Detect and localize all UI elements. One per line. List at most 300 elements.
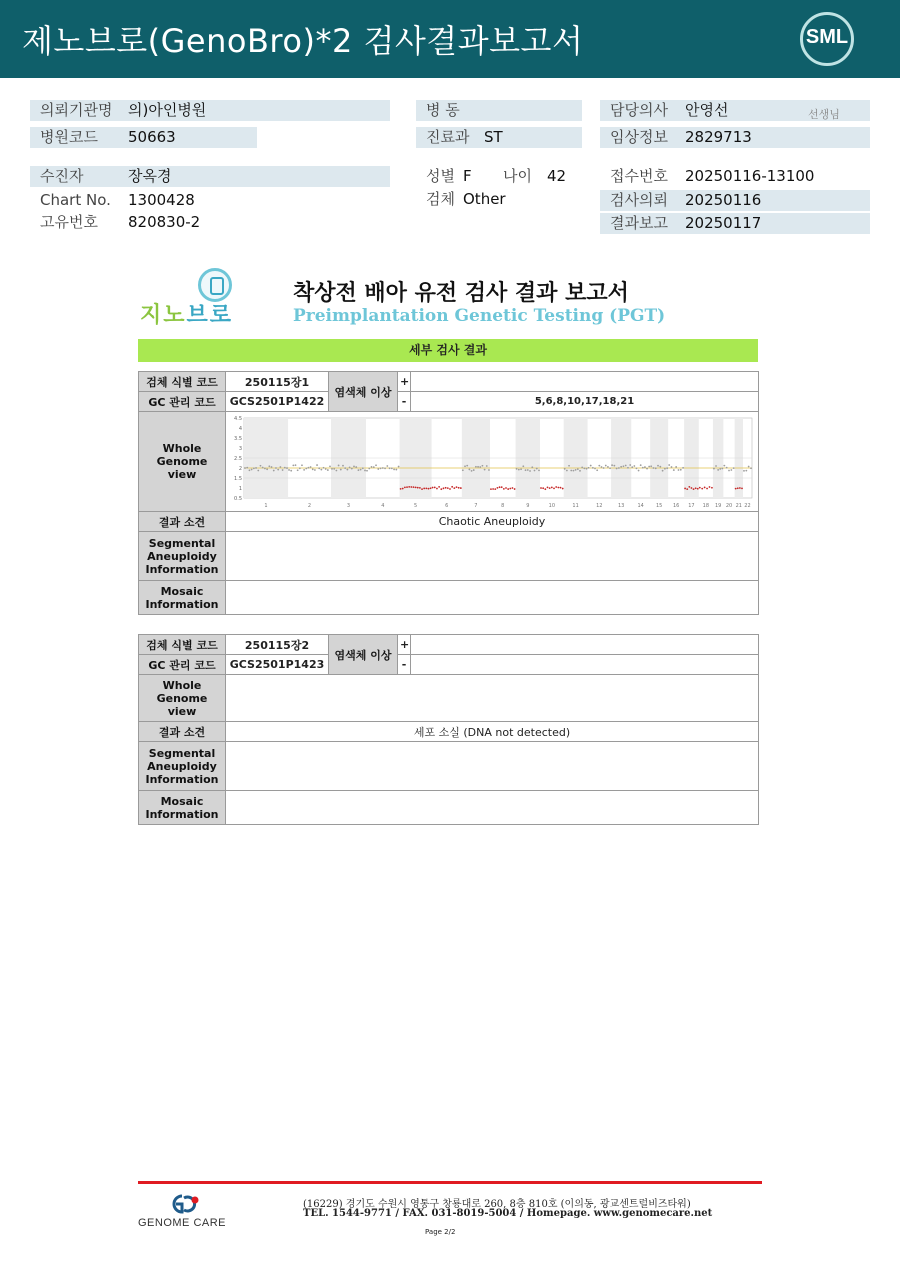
table-row	[139, 655, 759, 675]
page-number: Page 2/2	[425, 1228, 456, 1236]
department-value: ST	[484, 128, 503, 146]
doctor-suffix: 선생님	[808, 108, 840, 121]
finding-value: 세포 소실 (DNA not detected)	[226, 722, 759, 742]
segmental-label: Segmental Aneuploidy Information	[139, 742, 226, 791]
data-point	[484, 469, 486, 471]
x-tick-label: 18	[702, 503, 710, 509]
segmental-value	[226, 742, 759, 791]
data-point	[633, 465, 635, 467]
x-tick-label: 9	[526, 503, 530, 509]
data-point	[462, 469, 464, 471]
request-value: 20250116	[685, 191, 762, 209]
data-point	[494, 488, 496, 490]
data-point	[290, 470, 292, 472]
data-point	[588, 467, 590, 469]
data-point	[410, 486, 412, 488]
data-point	[277, 469, 279, 471]
x-tick-label: 4	[381, 503, 385, 509]
data-point	[625, 465, 627, 467]
data-point	[257, 470, 259, 472]
data-point	[360, 469, 362, 471]
mosaic-value	[226, 791, 759, 825]
data-point	[662, 470, 664, 472]
data-point	[560, 487, 562, 489]
data-point	[253, 467, 255, 469]
data-point	[733, 467, 735, 469]
sample-id-value: 250115장2	[226, 635, 329, 655]
mosaic-label: Mosaic Information	[139, 581, 226, 615]
data-point	[366, 470, 368, 472]
whole-genome-label: Whole Genome view	[139, 675, 226, 722]
chart-no-label: Chart No.	[40, 191, 111, 209]
header-bar	[0, 0, 900, 78]
data-point	[536, 468, 538, 470]
data-point	[573, 470, 575, 472]
age-value: 42	[547, 167, 567, 185]
specimen-value: Other	[463, 190, 506, 208]
data-point	[748, 466, 750, 468]
x-tick-label: 2	[307, 503, 312, 509]
data-point	[413, 486, 415, 488]
data-point	[564, 468, 566, 470]
institution-field	[30, 100, 390, 121]
chart-no-field	[30, 190, 390, 211]
data-point	[355, 466, 357, 468]
report-date-value: 20250117	[685, 214, 762, 232]
data-point	[386, 465, 388, 467]
ward-field	[416, 100, 582, 121]
data-point	[423, 488, 425, 490]
minus-sign: -	[398, 655, 411, 675]
data-point	[527, 469, 529, 471]
data-point	[404, 486, 406, 488]
data-point	[566, 470, 568, 472]
data-point	[509, 488, 511, 490]
data-point	[310, 466, 312, 468]
data-point	[668, 464, 670, 466]
data-point	[456, 486, 458, 488]
clinical-value: 2829713	[685, 128, 752, 146]
result-table-2	[138, 634, 759, 825]
data-point	[579, 470, 581, 472]
data-point	[551, 487, 553, 489]
department-label: 진료과	[426, 128, 470, 146]
data-point	[691, 487, 693, 489]
data-point	[586, 468, 588, 470]
data-point	[288, 469, 290, 471]
data-point	[312, 468, 314, 470]
data-point	[329, 465, 331, 467]
specimen-field	[416, 189, 586, 210]
data-point	[538, 469, 540, 471]
data-point	[522, 465, 524, 467]
plus-sign: +	[398, 635, 411, 655]
data-point	[479, 466, 481, 468]
data-point	[516, 468, 518, 470]
table-row	[139, 512, 759, 532]
data-point	[271, 466, 273, 468]
data-point	[594, 468, 596, 470]
data-point	[575, 469, 577, 471]
data-point	[609, 467, 611, 469]
finding-value: Chaotic Aneuploidy	[226, 512, 759, 532]
data-point	[583, 467, 585, 469]
data-point	[468, 469, 470, 471]
table-row	[139, 372, 759, 392]
data-point	[737, 487, 739, 489]
receipt-label: 접수번호	[610, 167, 668, 185]
data-point	[659, 466, 661, 468]
data-point	[314, 469, 316, 471]
data-point	[570, 470, 572, 472]
data-point	[402, 488, 404, 490]
x-tick-label: 6	[445, 503, 449, 509]
hospital-code-value: 50663	[128, 128, 176, 146]
data-point	[648, 466, 650, 468]
data-point	[719, 468, 721, 470]
data-point	[447, 487, 449, 489]
chrom-abn-label: 염색체 이상	[329, 372, 398, 412]
genobro-logo	[140, 268, 255, 328]
age-label: 나이	[503, 167, 532, 185]
data-point	[525, 469, 527, 471]
data-point	[723, 465, 725, 467]
data-point	[380, 467, 382, 469]
data-point	[492, 488, 494, 490]
y-tick-label: 3	[238, 446, 242, 452]
logo-text-part1: 지노	[140, 303, 187, 328]
request-field	[600, 190, 870, 211]
x-tick-label: 11	[572, 503, 579, 509]
result-table-1	[138, 371, 759, 615]
mosaic-value	[226, 581, 759, 615]
data-point	[264, 468, 266, 470]
data-point	[421, 488, 423, 490]
x-tick-label: 7	[474, 503, 478, 509]
unique-id-field	[30, 212, 390, 233]
data-point	[562, 488, 564, 490]
clinical-label: 임상정보	[610, 128, 668, 146]
whole-genome-empty	[226, 675, 759, 722]
data-point	[375, 464, 377, 466]
logo-text-part2: 브로	[186, 303, 234, 328]
data-point	[704, 487, 706, 489]
cnv-chart	[226, 412, 758, 511]
data-point	[275, 467, 277, 469]
data-point	[497, 487, 499, 489]
data-point	[518, 469, 520, 471]
data-point	[680, 469, 682, 471]
data-point	[268, 465, 270, 467]
data-point	[581, 466, 583, 468]
data-point	[246, 467, 248, 469]
data-point	[477, 466, 479, 468]
y-tick-label: 0.5	[234, 496, 242, 502]
unique-id-label: 고유번호	[40, 213, 98, 231]
gc-code-value: GCS2501P1422	[226, 392, 329, 412]
data-point	[540, 487, 542, 489]
data-point	[436, 488, 438, 490]
gc-code-label: GC 관리 코드	[139, 655, 226, 675]
data-point	[449, 488, 451, 490]
data-point	[323, 467, 325, 469]
data-point	[398, 466, 400, 468]
sex-label: 성별	[426, 167, 455, 185]
data-point	[646, 468, 648, 470]
unique-id-value: 820830-2	[128, 213, 201, 231]
data-point	[730, 469, 732, 471]
data-point	[706, 488, 708, 490]
data-point	[475, 466, 477, 468]
data-point	[568, 465, 570, 467]
hospital-code-field	[30, 127, 257, 148]
data-point	[303, 469, 305, 471]
data-point	[590, 465, 592, 467]
data-point	[308, 467, 310, 469]
data-point	[406, 486, 408, 488]
data-point	[305, 468, 307, 470]
data-point	[417, 487, 419, 489]
data-point	[451, 486, 453, 488]
segmental-value	[226, 532, 759, 581]
data-point	[750, 467, 752, 469]
y-tick-label: 2	[238, 466, 242, 472]
data-point	[464, 465, 466, 467]
report-date-label: 결과보고	[610, 214, 668, 232]
data-point	[373, 466, 375, 468]
department-field	[416, 127, 582, 148]
genobro-logo-text	[140, 298, 233, 329]
data-point	[362, 467, 364, 469]
y-tick-label: 4	[238, 426, 242, 432]
doctor-value: 안영선	[685, 101, 729, 119]
data-point	[640, 464, 642, 466]
data-point	[627, 467, 629, 469]
x-tick-label: 20	[725, 503, 733, 509]
data-point	[601, 466, 603, 468]
data-point	[603, 467, 605, 469]
data-point	[664, 468, 666, 470]
chart-no-value: 1300428	[128, 191, 195, 209]
data-point	[425, 487, 427, 489]
data-point	[711, 487, 713, 489]
x-tick-label: 13	[617, 503, 625, 509]
sample-id-value: 250115장1	[226, 372, 329, 392]
data-point	[395, 469, 397, 471]
data-point	[655, 467, 657, 469]
data-point	[428, 488, 430, 490]
data-point	[342, 465, 344, 467]
sex-value: F	[463, 167, 472, 185]
data-point	[335, 470, 337, 472]
data-point	[266, 468, 268, 470]
y-tick-label: 3.5	[234, 436, 242, 442]
patient-value: 장옥경	[128, 167, 172, 185]
data-point	[460, 487, 462, 489]
data-point	[443, 487, 445, 489]
x-tick-label: 1	[264, 503, 268, 509]
data-point	[688, 486, 690, 488]
report-title: 착상전 배아 유전 검사 결과 보고서	[293, 281, 629, 306]
data-point	[728, 470, 730, 472]
hospital-code-label: 병원코드	[40, 128, 98, 146]
chrom-abn-label: 염색체 이상	[329, 635, 398, 675]
receipt-value: 20250116-13100	[685, 167, 815, 185]
table-row	[139, 791, 759, 825]
institution-label: 의뢰기관명	[40, 101, 113, 119]
data-point	[675, 466, 677, 468]
data-point	[713, 468, 715, 470]
footer-address: (16229) 경기도 수원시 영통구 창룡대로 260, 8층 810호 (이의동, 광교센트럴비즈타워)	[303, 1199, 691, 1210]
data-point	[631, 466, 633, 468]
data-point	[695, 487, 697, 489]
section-heading: 세부 검사 결과	[138, 339, 758, 362]
doctor-field	[600, 100, 870, 121]
data-point	[596, 469, 598, 471]
data-point	[325, 468, 327, 470]
data-point	[512, 487, 514, 489]
sample-id-label: 검체 식별 코드	[139, 372, 226, 392]
y-tick-label: 2.5	[234, 456, 242, 462]
table-row	[139, 392, 759, 412]
table-row	[139, 635, 759, 655]
data-point	[349, 466, 351, 468]
data-point	[745, 470, 747, 472]
plus-value	[411, 635, 759, 655]
x-tick-label: 3	[346, 503, 351, 509]
data-point	[542, 487, 544, 489]
footer-contact: TEL. 1544-9771 / FAX. 031-8019-5004 / Homepage. www.genomecare.net	[303, 1208, 713, 1219]
data-point	[507, 488, 509, 490]
company-name: GENOME CARE	[138, 1217, 227, 1229]
patient-label: 수진자	[40, 167, 84, 185]
data-point	[514, 488, 516, 490]
data-point	[384, 467, 386, 469]
data-point	[613, 465, 615, 467]
data-point	[255, 467, 257, 469]
data-point	[678, 469, 680, 471]
data-point	[400, 488, 402, 490]
data-point	[286, 467, 288, 469]
data-point	[607, 466, 609, 468]
x-tick-label: 12	[596, 503, 603, 509]
table-row	[139, 675, 759, 722]
data-point	[623, 465, 625, 467]
data-point	[557, 487, 559, 489]
data-point	[629, 464, 631, 466]
data-point	[445, 487, 447, 489]
data-point	[534, 470, 536, 472]
data-point	[666, 467, 668, 469]
receipt-field	[600, 166, 870, 187]
data-point	[353, 466, 355, 468]
data-point	[598, 465, 600, 467]
data-point	[331, 468, 333, 470]
data-point	[486, 465, 488, 467]
report-subtitle: Preimplantation Genetic Testing (PGT)	[293, 306, 666, 326]
x-tick-label: 17	[688, 503, 695, 509]
data-point	[577, 468, 579, 470]
data-point	[726, 467, 728, 469]
segmental-label: Segmental Aneuploidy Information	[139, 532, 226, 581]
data-point	[555, 486, 557, 488]
data-point	[299, 467, 301, 469]
data-point	[684, 488, 686, 490]
x-tick-label: 19	[714, 503, 722, 509]
genome-care-mark-icon	[162, 1192, 202, 1216]
hourglass-icon	[198, 268, 232, 302]
data-point	[371, 466, 373, 468]
data-point	[453, 487, 455, 489]
data-point	[488, 469, 490, 471]
request-label: 검사의뢰	[610, 191, 668, 209]
doctor-label: 담당의사	[610, 101, 668, 119]
data-point	[490, 488, 492, 490]
patient-field	[30, 166, 390, 187]
table-row	[139, 722, 759, 742]
data-point	[316, 464, 318, 466]
data-point	[682, 467, 684, 469]
data-point	[592, 467, 594, 469]
data-point	[438, 486, 440, 488]
x-tick-label: 21	[735, 503, 743, 509]
plus-sign: +	[398, 372, 411, 392]
table-row	[139, 581, 759, 615]
data-point	[364, 470, 366, 472]
data-point	[318, 467, 320, 469]
data-point	[657, 465, 659, 467]
data-point	[273, 470, 275, 472]
data-point	[616, 468, 618, 470]
data-point	[547, 486, 549, 488]
plus-value	[411, 372, 759, 392]
data-point	[320, 469, 322, 471]
x-tick-label: 14	[637, 503, 644, 509]
data-point	[440, 488, 442, 490]
x-tick-label: 15	[655, 503, 663, 509]
data-point	[531, 466, 533, 468]
whole-genome-label: Whole Genome view	[139, 412, 226, 512]
finding-label: 결과 소견	[139, 722, 226, 742]
sex-age-field	[416, 166, 586, 187]
data-point	[743, 470, 745, 472]
data-point	[262, 467, 264, 469]
report-date-field	[600, 213, 870, 234]
data-point	[735, 488, 737, 490]
table-row	[139, 532, 759, 581]
minus-value	[411, 655, 759, 675]
data-point	[501, 486, 503, 488]
genome-care-logo	[138, 1192, 230, 1232]
data-point	[717, 469, 719, 471]
data-point	[503, 488, 505, 490]
sample-id-label: 검체 식별 코드	[139, 635, 226, 655]
data-point	[301, 464, 303, 466]
data-point	[618, 467, 620, 469]
data-point	[671, 466, 673, 468]
y-tick-label: 4.5	[234, 416, 242, 422]
data-point	[344, 467, 346, 469]
data-point	[699, 487, 701, 489]
data-point	[553, 487, 555, 489]
data-point	[279, 466, 281, 468]
data-point	[653, 467, 655, 469]
page-title: 제노브로(GenoBro)*2 검사결과보고서	[22, 22, 584, 60]
y-tick-label: 1.5	[234, 476, 242, 482]
x-tick-label: 10	[548, 503, 556, 509]
data-point	[260, 465, 262, 467]
data-point	[693, 488, 695, 490]
